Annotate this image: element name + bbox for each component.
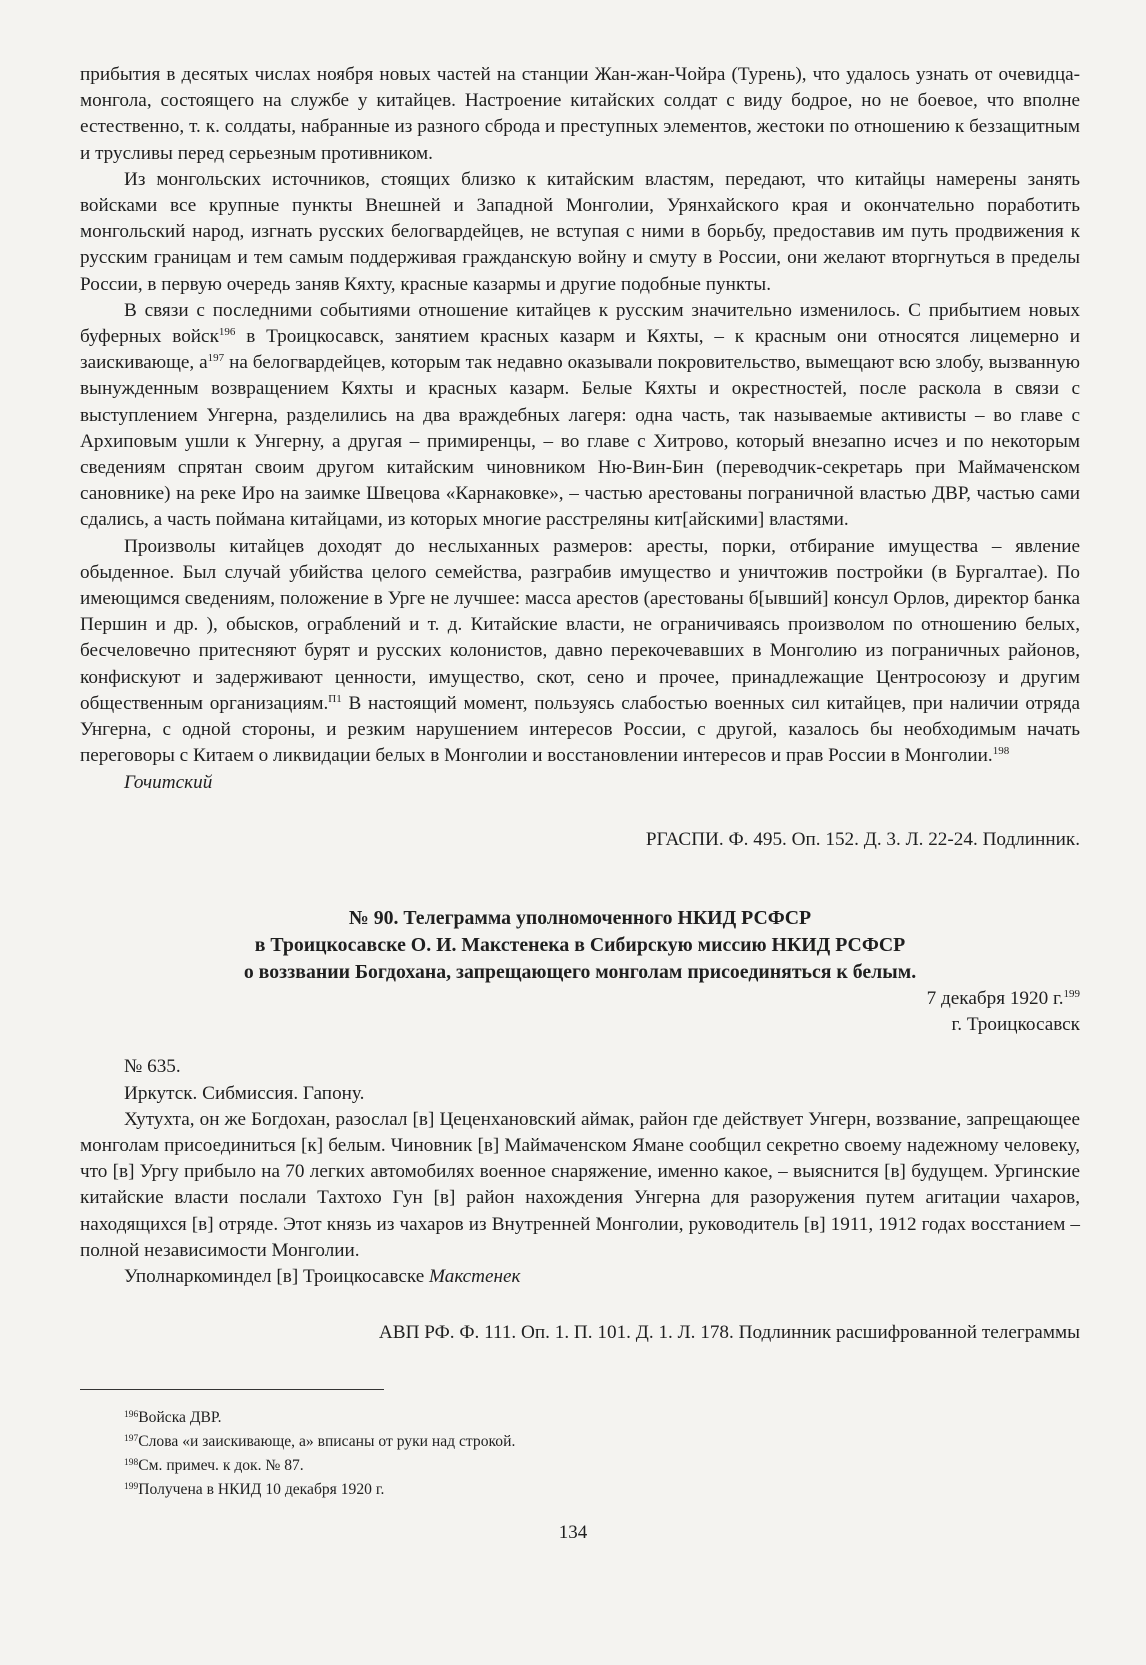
footnote-number: 196 <box>124 1410 139 1421</box>
document-date <box>80 986 1080 1012</box>
footnote-197 <box>124 1430 1080 1454</box>
signature-name: Макстенек <box>429 1265 521 1287</box>
footnote-196 <box>124 1406 1080 1430</box>
signature-prefix: Уполнаркоминдел [в] Троицкосавске <box>124 1265 430 1287</box>
footnote-ref-198: 198 <box>992 745 1010 758</box>
archive-source-2: АВП РФ. Ф. 111. Оп. 1. П. 101. Д. 1. Л. 178. Подлинник расшифрованной телеграммы <box>378 1322 1080 1344</box>
paragraph-3-part-a: В связи с последними событиями отношение китайцев к русским значительно изменилось. С прибытием новых буферных войск <box>80 299 1080 348</box>
document-place: г. Троицкосавск <box>951 1014 1080 1036</box>
footnote-198 <box>124 1454 1080 1478</box>
telegram-signature <box>80 1264 1080 1290</box>
document-title-line-3: о воззвании Богдохана, запрещающего монголам присоединяться к белым. <box>243 960 917 983</box>
archive-source-1: РГАСПИ. Ф. 495. Оп. 152. Д. 3. Л. 22-24. Подлинник. <box>645 828 1080 850</box>
footnote-199 <box>124 1478 1080 1502</box>
footnote-number: 197 <box>124 1434 139 1445</box>
footnote-divider <box>80 1389 384 1390</box>
page-number: 134 <box>558 1522 588 1543</box>
paragraph-3-part-b: в Троицкосавск, занятием красных казарм и Кяхты, – к красным они относятся лицемерно и заискивающе, а <box>80 326 1081 374</box>
footnote-text: Войска ДВР. <box>138 1409 222 1427</box>
page-content <box>80 62 1080 1502</box>
footnote-number: 198 <box>124 1458 139 1469</box>
paragraph-1: прибытия в десятых числах ноября новых частей на станции Жан-жан-Чойра (Турень), что удалось узнать от очевидца-монгола, состоящего на службе у китайцев. Настроение китайских солдат с виду бодрое, но не боевое, что вполне естественно, т. к. солдаты, набранные из разного сброда и преступных элементов, жестоки по отношению к беззащитным и трусливы перед серьезным противником. <box>80 64 1080 164</box>
telegram-address: Иркутск. Сибмиссия. Гапону. <box>124 1082 365 1104</box>
document-90-title <box>80 905 1080 986</box>
footnote-ref-p1: П1 <box>328 692 342 705</box>
document-date-text: 7 декабря 1920 г. <box>926 987 1064 1009</box>
paragraph-4-part-a: Произволы китайцев доходят до неслыханных размеров: аресты, порки, отбирание имущества – явление обыденное. Был случай убийства целого семейства, разграбив имущество и уничтожив постройки (в Бургалтае). По имеющимся сведениям, положение в Урге не лучшее: масса арестов (арестованы б[ывший] консул Орлов, директор банка Першин и др. ), обысков, ограблений и т. д. Китайские власти, не ограничиваясь произволом по отношению белых, бесчеловечно притесняют бурят и русских колонистов, давно перекочевавших в Монголию из пограничных районов, конфискуют и задерживают ценности, имущество, скот, сено и прочее, принадлежащие Центросоюзу и другим общественным организациям. <box>80 535 1080 714</box>
document-title-line-2: в Троицкосавске О. И. Макстенека в Сибирскую миссию НКИД РСФСР <box>254 933 906 956</box>
footnote-text: Получена в НКИД 10 декабря 1920 г. <box>138 1481 385 1499</box>
footnote-number: 199 <box>124 1482 139 1493</box>
paragraph-3-part-c: на белогвардейцев, которым так недавно оказывали покровительство, вымещают всю злобу, вызванную вынужденным возвращением Кяхты и красных казарм. Белые Кяхты и окрестностей, после раскола в связи с выступлением Унгерна, разделились на два враждебных лагеря: одна часть, так называемые активисты – во главе с Архиповым ушли к Унгерну, а другая – примиренцы, – во главе с Хитрово, который внезапно исчез и по некоторым сведениям спрятан своим другом китайским чиновником Ню-Вин-Бин (переводчик-секретарь при Маймаченском сановнике) на реке Иро на заимке Швецова «Карнаковке», – частью арестованы пограничной властью ДВР, частью сами сдались, а часть поймана китайцами, из которых многие расстреляны кит[айскими] властями. <box>80 352 1080 531</box>
footnote-text: Слова «и заискивающе, а» вписаны от руки над строкой. <box>138 1433 516 1451</box>
footnote-ref-196: 196 <box>218 326 236 339</box>
footnote-ref-197: 197 <box>207 352 225 365</box>
telegram-number: № 635. <box>124 1056 181 1078</box>
paragraph-3 <box>80 298 1080 534</box>
paragraph-4-part-b: В настоящий момент, пользуясь слабостью военных сил китайцев, при наличии отряда Унгерна, с одной стороны, и резким нарушением интересов России, с другой, казалось бы необходимым начать переговоры с Китаем о ликвидации белых в Монголии и восстановлении интересов и прав России в Монголии. <box>80 692 1080 767</box>
signature-gochitsky: Гочитский <box>124 772 213 794</box>
paragraph-2: Из монгольских источников, стоящих близко к китайским властям, передают, что китайцы намерены занять войсками все крупные пункты Внешней и Западной Монголии, Урянхайского края и окончательно поработить монгольский народ, изгнать русских белогвардейцев, не вступая с ними в борьбу, предоставив им путь продвижения к русским границам и тем самым поддерживая гражданскую войну и смуту в России, они желают вторгнуться в пределы России, в первую очередь заняв Кяхту, красные казармы и другие подобные пункты. <box>80 168 1080 295</box>
footnote-ref-199: 199 <box>1063 987 1080 1000</box>
document-title-line-1: № 90. Телеграмма уполномоченного НКИД РСФСР <box>348 906 812 929</box>
footnote-text: См. примеч. к док. № 87. <box>138 1457 304 1475</box>
paragraph-4 <box>80 534 1080 770</box>
footnotes <box>80 1406 1080 1502</box>
telegram-text: Хутухта, он же Богдохан, разослал [в] Цеценхановский аймак, район где действует Унгерн, воззвание, запрещающее монголам присоединиться [к] белым. Чиновник [в] Маймаченском Ямане сообщил секретно своему надежному человеку, что [в] Ургу прибыло на 70 легких автомобилях военное снаряжение, именно какое, – выяснится [в] будущем. Ургинские китайские власти послали Тахтохо Гун [в] район нахождения Унгерна для разоружения путем агитации чахаров, находящихся [в] отряде. Этот князь из чахаров из Внутренней Монголии, руководитель [в] 1911, 1912 годах восстанием – полной независимости Монголии. <box>80 1108 1080 1261</box>
